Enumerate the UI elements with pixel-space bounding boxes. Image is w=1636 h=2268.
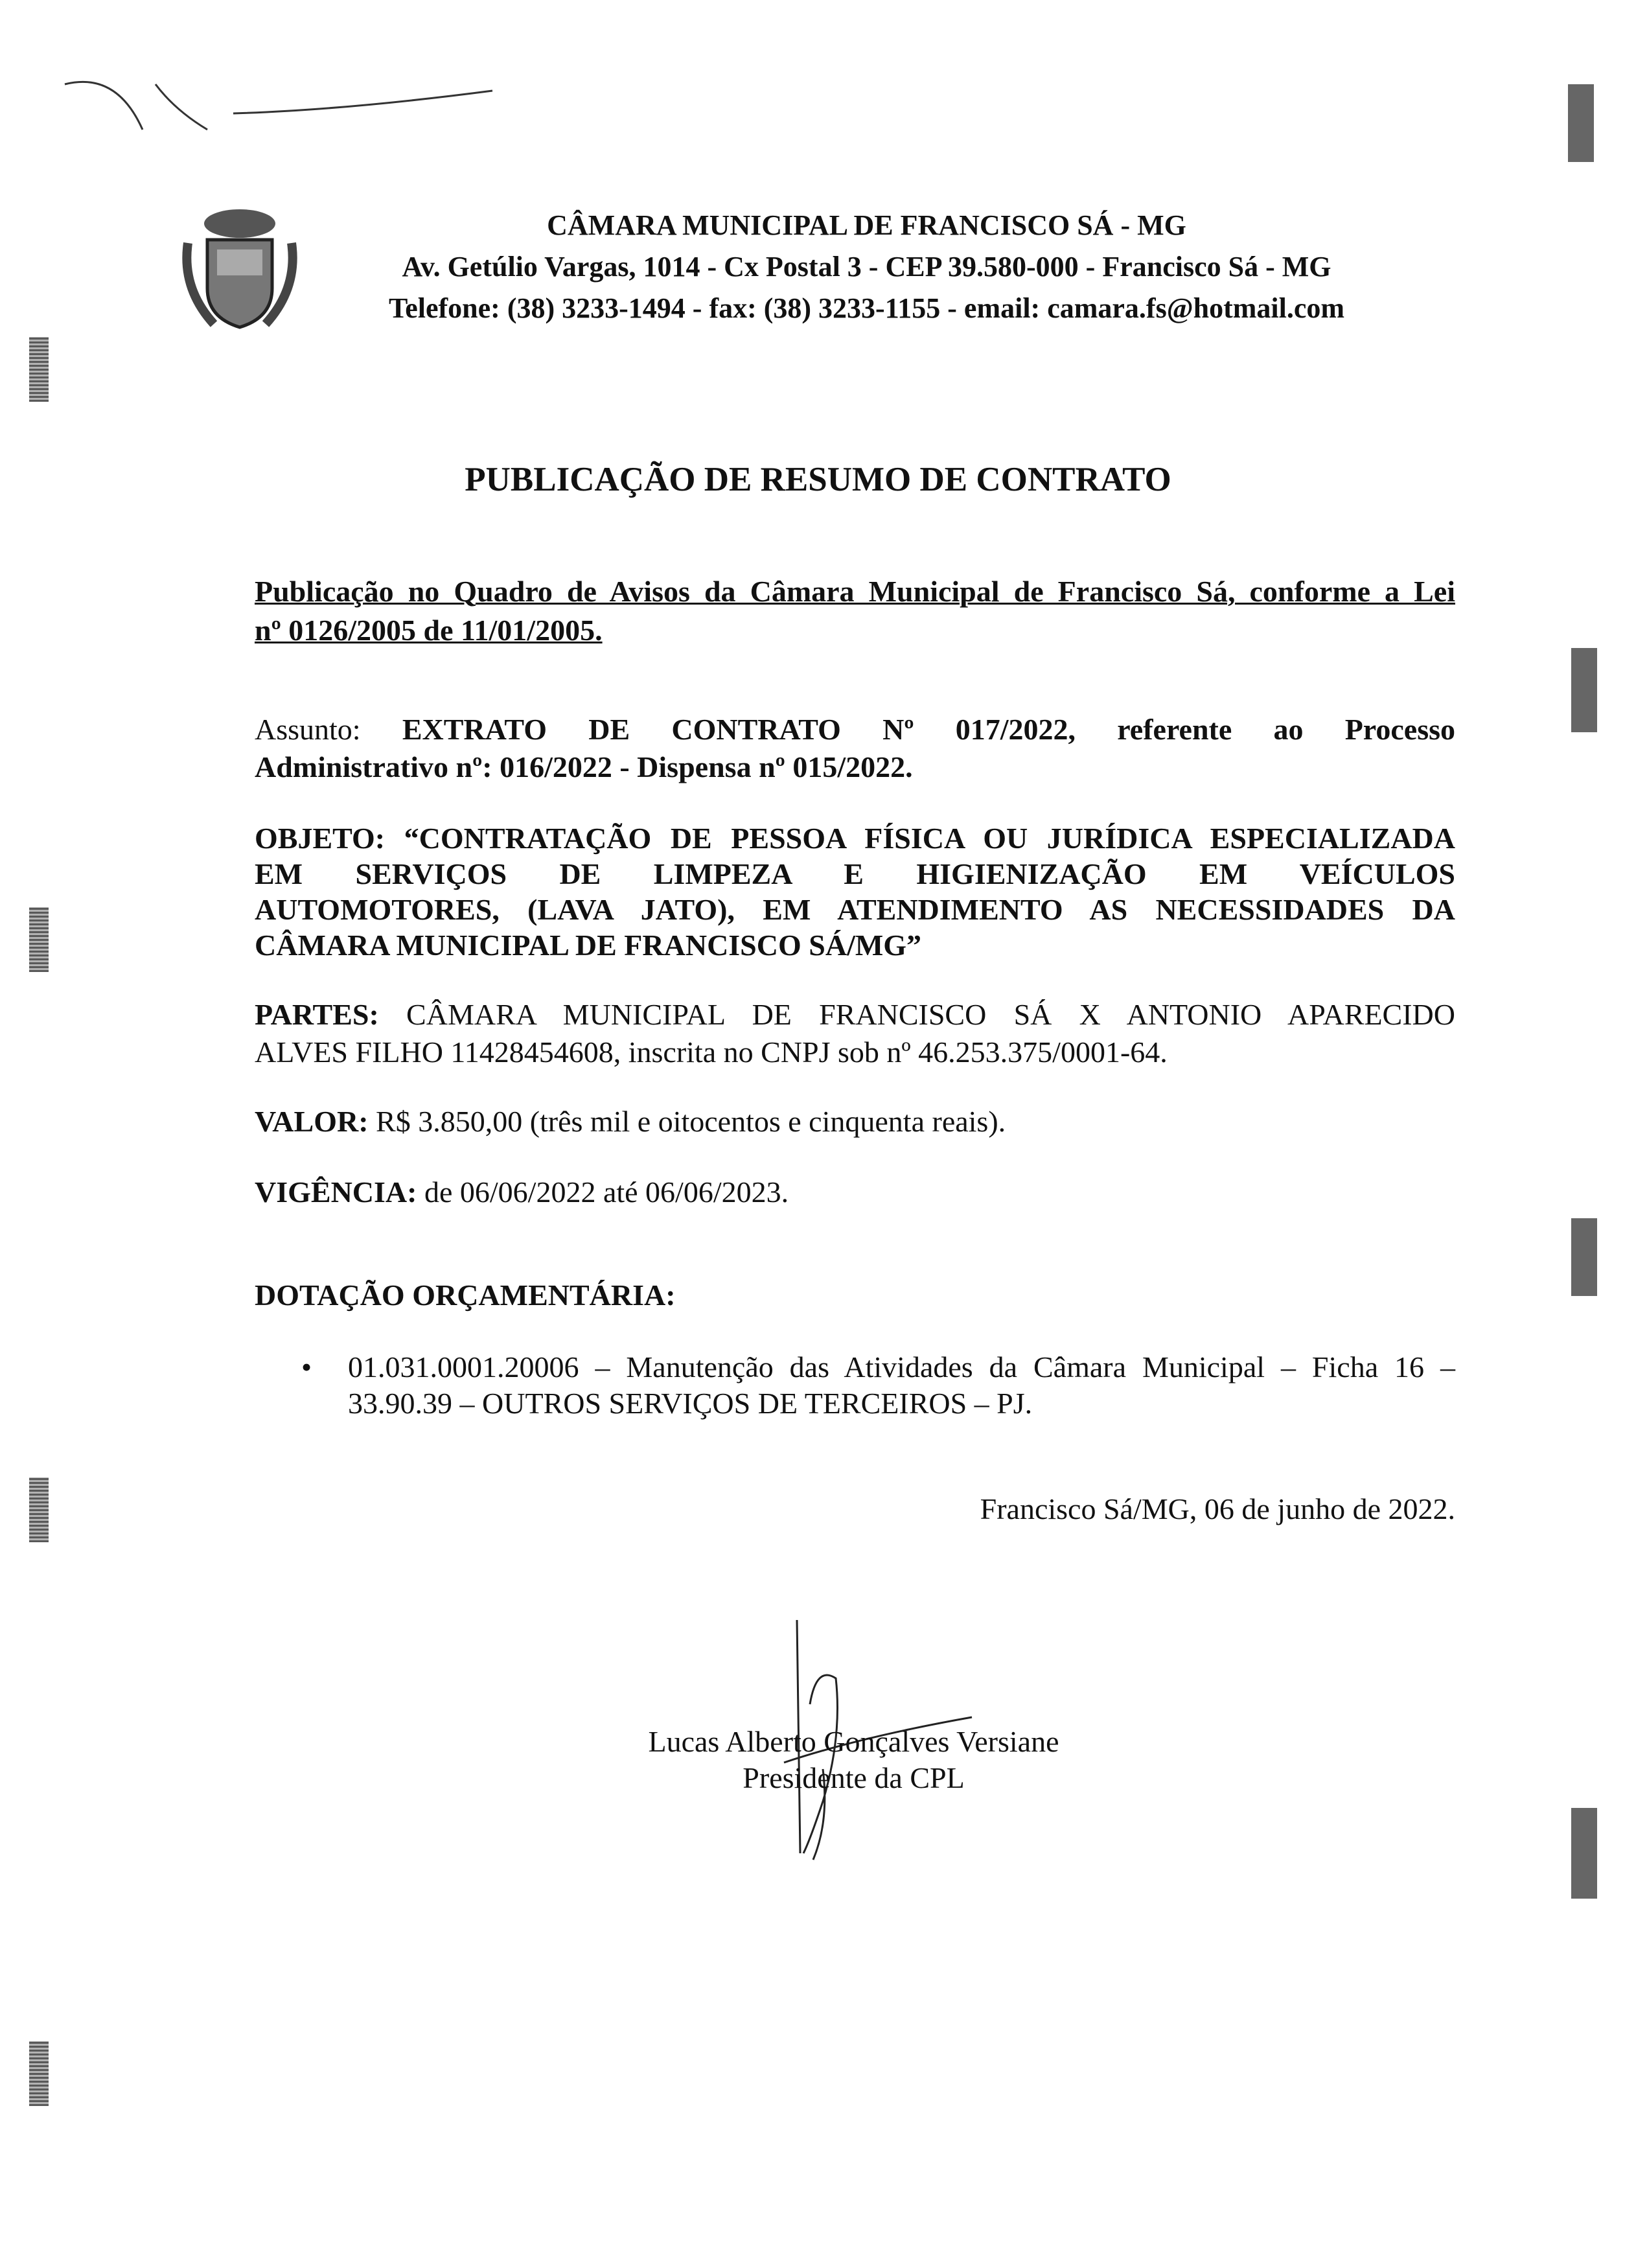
publication-notice-line2: nº 0126/2005 de 11/01/2005. xyxy=(255,614,603,647)
assunto-text: EXTRATO DE CONTRATO Nº 017/2022, referente ao Processo xyxy=(402,713,1456,746)
valor-line xyxy=(255,1104,1455,1140)
signatory-role: Presidente da CPL xyxy=(743,1761,965,1794)
partes-line2: ALVES FILHO 11428454608, inscrita no CNPJ sob nº 46.253.375/0001-64. xyxy=(255,1036,1168,1069)
vigencia-label: VIGÊNCIA: xyxy=(255,1175,417,1209)
dotacao-item-line1: 01.031.0001.20006 – Manutenção das Atividades da Câmara Municipal – Ficha 16 – xyxy=(348,1350,1455,1383)
scan-artifact xyxy=(1571,1808,1597,1899)
partes-label: PARTES: xyxy=(255,998,379,1031)
partes-text: CÂMARA MUNICIPAL DE FRANCISCO SÁ X ANTONIO APARECIDO xyxy=(406,998,1455,1031)
publication-notice-line1: Publicação no Quadro de Avisos da Câmara Municipal de Francisco Sá, conforme a Lei xyxy=(255,575,1455,608)
scan-artifact xyxy=(29,907,49,972)
dotacao-item-line2: 33.90.39 – OUTROS SERVIÇOS DE TERCEIROS – PJ. xyxy=(348,1387,1033,1420)
bullet-icon: • xyxy=(301,1350,312,1383)
document-title: PUBLICAÇÃO DE RESUMO DE CONTRATO xyxy=(465,461,1171,498)
assunto-label: Assunto: xyxy=(255,713,361,746)
org-address: Av. Getúlio Vargas, 1014 - Cx Postal 3 - CEP 39.580-000 - Francisco Sá - MG xyxy=(402,251,1331,283)
scan-artifact xyxy=(29,2041,49,2106)
scan-artifact xyxy=(1568,84,1594,162)
scan-artifact xyxy=(29,337,49,402)
valor-label: VALOR: xyxy=(255,1105,369,1138)
assunto-line2: Administrativo nº: 016/2022 - Dispensa nº 015/2022. xyxy=(255,750,913,783)
date-place: Francisco Sá/MG, 06 de junho de 2022. xyxy=(980,1492,1455,1525)
signatory-name: Lucas Alberto Gonçalves Versiane xyxy=(648,1725,1059,1758)
objeto-line1: OBJETO: “CONTRATAÇÃO DE PESSOA FÍSICA OU JURÍDICA ESPECIALIZADA xyxy=(255,822,1455,855)
assunto-line1 xyxy=(255,712,1455,748)
dotacao-label: DOTAÇÃO ORÇAMENTÁRIA: xyxy=(255,1279,676,1312)
scan-artifact xyxy=(29,1477,49,1542)
objeto-line4: CÂMARA MUNICIPAL DE FRANCISCO SÁ/MG” xyxy=(255,929,922,962)
partes-line1 xyxy=(255,997,1455,1033)
objeto-line2: EM SERVIÇOS DE LIMPEZA E HIGIENIZAÇÃO EM VEÍCULOS xyxy=(255,857,1455,890)
valor-text: R$ 3.850,00 (três mil e oitocentos e cinquenta reais). xyxy=(376,1105,1006,1138)
org-contact: Telefone: (38) 3233-1494 - fax: (38) 3233-1155 - email: camara.fs@hotmail.com xyxy=(388,292,1345,324)
pen-mark xyxy=(52,58,505,143)
scan-artifact xyxy=(1571,1218,1597,1296)
scan-artifact xyxy=(1571,648,1597,732)
objeto-line3: AUTOMOTORES, (LAVA JATO), EM ATENDIMENTO AS NECESSIDADES DA xyxy=(255,893,1455,926)
vigencia-text: de 06/06/2022 até 06/06/2023. xyxy=(424,1175,789,1209)
org-name: CÂMARA MUNICIPAL DE FRANCISCO SÁ - MG xyxy=(547,209,1186,241)
vigencia-line xyxy=(255,1174,1455,1210)
